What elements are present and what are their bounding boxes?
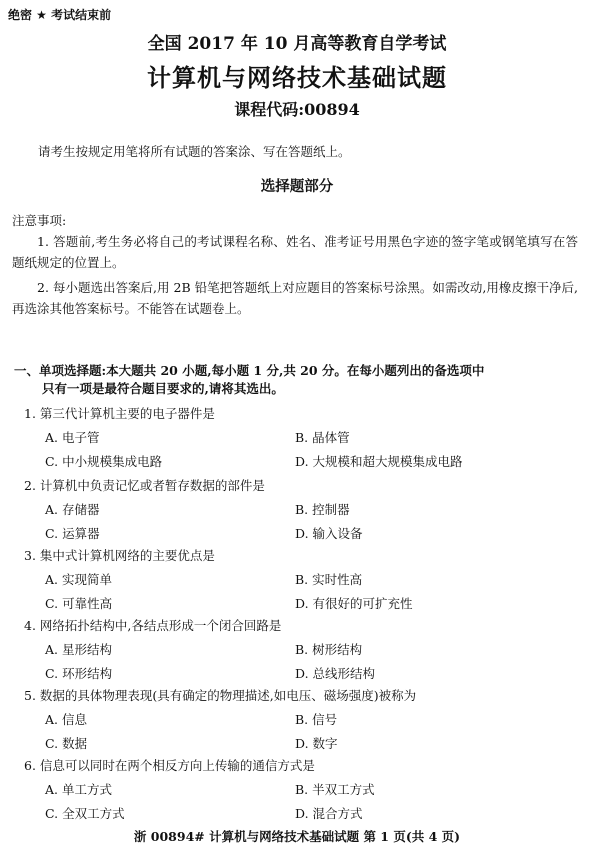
option-b: B. 树形结构 [295,642,363,657]
option-c: C. 环形结构 [45,666,113,681]
answer-instruction: 请考生按规定用笔将所有试题的答案涂、写在答题纸上。 [38,144,351,159]
notes-title: 注意事项: [12,213,67,228]
paper-title: 计算机与网络技术基础试题 [147,64,447,92]
section-title: 选择题部分 [260,178,334,195]
page-footer: 浙 00894# 计算机与网络技术基础试题 第 1 页(共 4 页) [133,829,461,844]
part1-heading-line1: 一、单项选择题:本大题共 20 小题,每小题 1 分,共 20 分。在每小题列出的备选项中 [14,363,485,378]
note-item-2: 2. 每小题选出答案后,用 2B 铅笔把答题纸上对应题目的答案标号涂黑。如需改动,用橡皮擦干净后,再选涂其他答案标号。不能答在试题卷上。 [12,280,578,316]
option-c: C. 运算器 [45,526,100,541]
question-stem: 6. 信息可以同时在两个相反方向上传输的通信方式是 [24,758,315,773]
option-c: C. 中小规模集成电路 [45,454,163,469]
option-c: C. 数据 [45,736,88,751]
option-b: B. 晶体管 [295,430,350,445]
option-d: D. 有很好的可扩充性 [295,596,413,611]
option-a: A. 单工方式 [45,782,112,797]
question-stem: 3. 集中式计算机网络的主要优点是 [24,548,215,563]
option-b: B. 半双工方式 [295,782,375,797]
option-d: D. 输入设备 [295,526,363,541]
option-d: D. 总线形结构 [295,666,376,681]
question-stem: 4. 网络拓扑结构中,各结点形成一个闭合回路是 [24,618,282,633]
part1-heading-line2: 只有一项是最符合题目要求的,请将其选出。 [42,381,284,396]
option-a: A. 实现简单 [45,572,112,587]
option-d: D. 大规模和超大规模集成电路 [295,454,463,469]
option-a: A. 信息 [45,712,87,727]
option-c: C. 可靠性高 [45,596,113,611]
option-b: B. 实时性高 [295,572,363,587]
option-a: A. 电子管 [45,430,100,445]
note-item-1: 1. 答题前,考生务必将自己的考试课程名称、姓名、准考证号用黑色字迹的签字笔或钢笔填写在答题纸规定的位置上。 [12,234,578,270]
option-b: B. 信号 [295,712,338,727]
option-a: A. 星形结构 [45,642,112,657]
question-stem: 5. 数据的具体物理表现(具有确定的物理描述,如电压、磁场强度)被称为 [24,688,417,703]
part1-heading [14,362,574,398]
question-stem: 2. 计算机中负责记忆或者暂存数据的部件是 [24,478,265,493]
course-code: 课程代码:00894 [234,100,360,119]
option-b: B. 控制器 [295,502,350,517]
option-c: C. 全双工方式 [45,806,125,821]
question-stem: 1. 第三代计算机主要的电子器件是 [24,406,215,421]
confidential-mark: 绝密 ★ 考试结束前 [8,8,112,22]
exam-title: 全国 2017 年 10 月高等教育自学考试 [147,34,447,54]
option-d: D. 数字 [295,736,338,751]
option-d: D. 混合方式 [295,806,363,821]
option-a: A. 存储器 [45,502,100,517]
